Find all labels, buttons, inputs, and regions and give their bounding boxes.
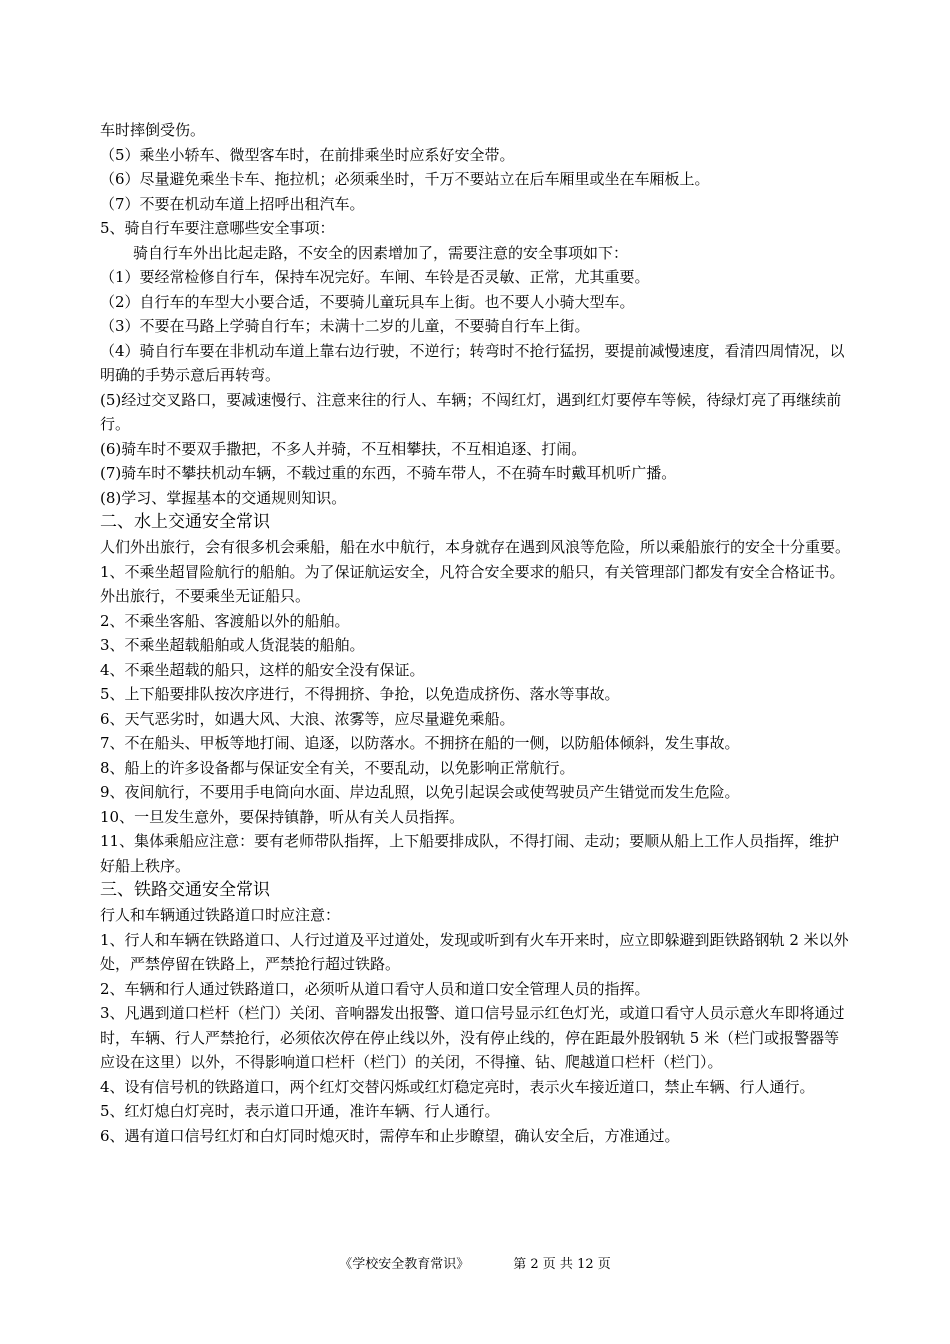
- paragraph: 车时摔倒受伤。: [100, 121, 206, 139]
- list-item: （4）骑自行车要在非机动车道上靠右边行驶，不逆行；转弯时不抢行猛拐，要提前减慢速度，看清四周情况，以明确的手势示意后再转弯。: [100, 341, 845, 384]
- list-item: 5、红灯熄白灯亮时，表示道口开通，准许车辆、行人通行。: [100, 1102, 500, 1120]
- list-item: (8)学习、掌握基本的交通规则知识。: [100, 488, 347, 507]
- list-item: 11、集体乘船应注意：要有老师带队指挥，上下船要排成队，不得打闹、走动；要顺从船上工作人员指挥，维护好船上秩序。: [100, 832, 840, 875]
- list-item: 4、不乘坐超载的船只，这样的船安全没有保证。: [100, 660, 425, 679]
- list-item: 6、天气恶劣时，如遇大风、大浪、浓雾等，应尽量避免乘船。: [100, 709, 515, 728]
- list-item: (6)骑车时不要双手撒把，不多人并骑，不互相攀扶，不互相追逐、打闹。: [100, 439, 587, 458]
- list-item: 1、不乘坐超冒险航行的船舶。为了保证航运安全，凡符合安全要求的船只，有关管理部门都发有安全合格证书。外出旅行，不要乘坐无证船只。: [100, 562, 845, 605]
- list-item: (5)经过交叉路口，要减速慢行、注意来往的行人、车辆；不闯红灯，遇到红灯要停车等候，待绿灯亮了再继续前行。: [100, 390, 842, 433]
- list-item: （2）自行车的车型大小要合适，不要骑儿童玩具车上街。也不要人小骑大型车。: [100, 292, 635, 311]
- list-item: 4、设有信号机的铁路道口，两个红灯交替闪烁或红灯稳定亮时，表示火车接近道口，禁止车辆、行人通行。: [100, 1077, 815, 1096]
- footer-doc-title: 《学校安全教育常识》: [339, 1257, 470, 1272]
- list-item: 3、不乘坐超载船舶或人货混装的船舶。: [100, 636, 365, 654]
- list-item: 2、不乘坐客船、客渡船以外的船舶。: [100, 611, 350, 630]
- page-footer: [0, 1253, 950, 1272]
- list-item: 6、遇有道口信号红灯和白灯同时熄灭时，需停车和止步瞭望，确认安全后，方准通过。: [100, 1126, 680, 1145]
- subheading: 5、骑自行车要注意哪些安全事项：: [100, 219, 335, 237]
- list-item: 1、行人和车辆在铁路道口、人行过道及平过道处，发现或听到有火车开来时，应立即躲避到距铁路钢轨 2 米以外处，严禁停留在铁路上，严禁抢行超过铁路。: [100, 930, 849, 973]
- list-item: 3、凡遇到道口栏杆（栏门）关闭、音响器发出报警、道口信号显示红色灯光，或道口看守人员示意火车即将通过时，车辆、行人严禁抢行，必须依次停在停止线以外，没有停止线的，停在距最外股钢轨 5 米（栏门或报警器等应设在这里）以外，不得影响道口栏杆（栏门）的关闭，不得撞、钻、爬越道口栏杆（栏门）。: [100, 1004, 845, 1071]
- list-item: （7）不要在机动车道上招呼出租汽车。: [100, 194, 365, 213]
- list-item: 10、一旦发生意外，要保持镇静，听从有关人员指挥。: [100, 807, 465, 826]
- list-item: 2、车辆和行人通过铁路道口，必须听从道口看守人员和道口安全管理人员的指挥。: [100, 979, 650, 998]
- list-item: 7、不在船头、甲板等地打闹、追逐，以防落水。不拥挤在船的一侧，以防船体倾斜，发生事故。: [100, 734, 740, 752]
- paragraph: 行人和车辆通过铁路道口时应注意：: [100, 906, 341, 924]
- section-heading: 二、水上交通安全常识: [100, 512, 270, 532]
- document-body: [100, 118, 854, 1148]
- list-item: （1）要经常检修自行车，保持车况完好。车闸、车铃是否灵敏、正常，尤其重要。: [100, 268, 650, 286]
- list-item: （5）乘坐小轿车、微型客车时，在前排乘坐时应系好安全带。: [100, 145, 515, 164]
- list-item: 9、夜间航行，不要用手电筒向水面、岸边乱照，以免引起误会或使驾驶员产生错觉而发生危险。: [100, 783, 740, 801]
- list-item: (7)骑车时不攀扶机动车辆，不载过重的东西，不骑车带人，不在骑车时戴耳机听广播。: [100, 464, 677, 482]
- list-item: （3）不要在马路上学骑自行车；未满十二岁的儿童，不要骑自行车上街。: [100, 317, 590, 335]
- list-item: 8、船上的许多设备都与保证安全有关，不要乱动，以免影响正常航行。: [100, 758, 575, 777]
- paragraph: 人们外出旅行，会有很多机会乘船，船在水中航行，本身就存在遇到风浪等危险，所以乘船旅行的安全十分重要。: [100, 538, 851, 556]
- list-item: 5、上下船要排队按次序进行，不得拥挤、争抢，以免造成挤伤、落水等事故。: [100, 685, 620, 703]
- paragraph: 骑自行车外出比起走路，不安全的因素增加了，需要注意的安全事项如下：: [133, 243, 629, 262]
- section-heading: 三、铁路交通安全常识: [100, 880, 270, 900]
- footer-page-number: 第 2 页 共 12 页: [513, 1257, 611, 1272]
- list-item: （6）尽量避免乘坐卡车、拖拉机；必须乘坐时，千万不要站立在后车厢里或坐在车厢板上。: [100, 170, 710, 188]
